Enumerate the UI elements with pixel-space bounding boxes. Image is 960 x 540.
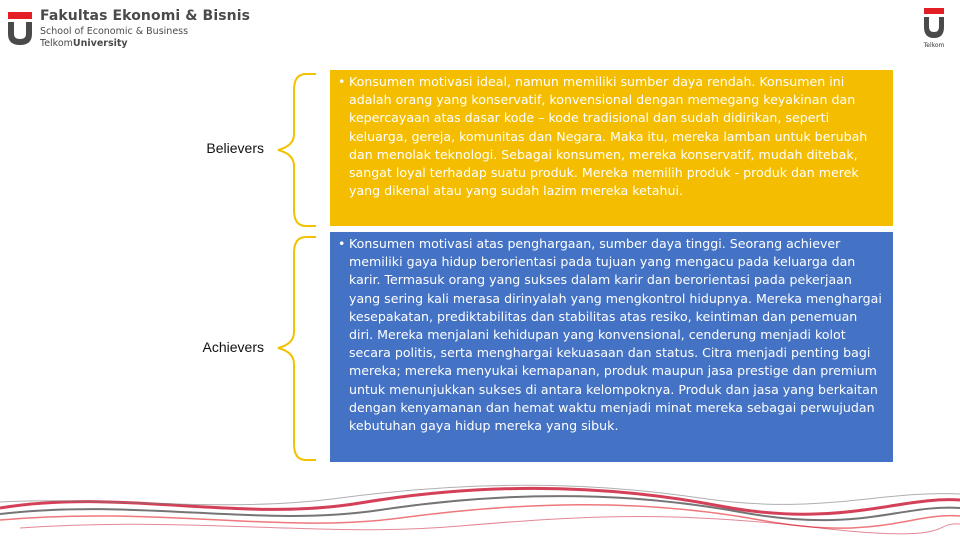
row-label-believers: Believers xyxy=(206,140,264,156)
achievers-description: Konsumen motivasi atas penghargaan, sumber daya tinggi. Seorang achiever memiliki gaya hidup berorientasi pada tujuan yang mengacu pada keluarga dan karir. Termasuk orang yang sukses dalam karir dan berorientasi pada pekerjaan yang sering kali merasa dirinyalah yang mengkontrol hidupnya. Mereka menghargai kesepakatan, prediktabilitas dan stabilitas atas resiko, keintiman dan penemuan diri. Mereka menjalani kehidupan yang konvensional, cenderung menjadi kolot secara politis, serta menghargai kekuasaan dan status. Citra menjadi penting bagi mereka; mereka menyukai kemapanan, produk maupun jasa prestige dan premium untuk menunjukkan sukses di antara kelompoknya. Produk dan jasa yang berkaitan dengan kenyamanan dan hemat waktu menjadi minat mereka sebagai perwujudan kebutuhan gaya hidup mereka yang sibuk. xyxy=(349,236,882,434)
telkom-logo-text: Telkom xyxy=(923,42,945,49)
school-name: School of Economic & Business xyxy=(40,26,189,37)
bullet-icon: • xyxy=(338,236,346,251)
achievers-bracket-icon xyxy=(278,237,316,460)
university-name: TelkomUniversity xyxy=(40,38,128,49)
decorative-brush-strip-icon xyxy=(0,468,960,540)
achievers-description-box xyxy=(330,232,893,462)
row-label-achievers: Achievers xyxy=(202,339,264,355)
believers-bracket-icon xyxy=(278,74,316,226)
believers-description-box xyxy=(330,70,893,226)
believers-description: Konsumen motivasi ideal, namun memiliki sumber daya rendah. Konsumen ini adalah orang yang konservatif, konvensional dengan memegang keyakinan dan kepercayaan atas dasar kode – kode tradisional dan sudah didirikan, seperti keluarga, gereja, komunitas dan Negara. Maka itu, mereka lamban untuk berubah dan menolak teknologi. Sebagai konsumen, mereka konservatif, mudah ditebak, sangat loyal terhadap suatu produk. Mereka memilih produk - produk dan merek yang dikenal atau yang sudah lazim mereka ketahui. xyxy=(349,74,868,199)
bullet-icon: • xyxy=(338,74,346,89)
faculty-name: Fakultas Ekonomi & Bisnis xyxy=(40,8,251,24)
